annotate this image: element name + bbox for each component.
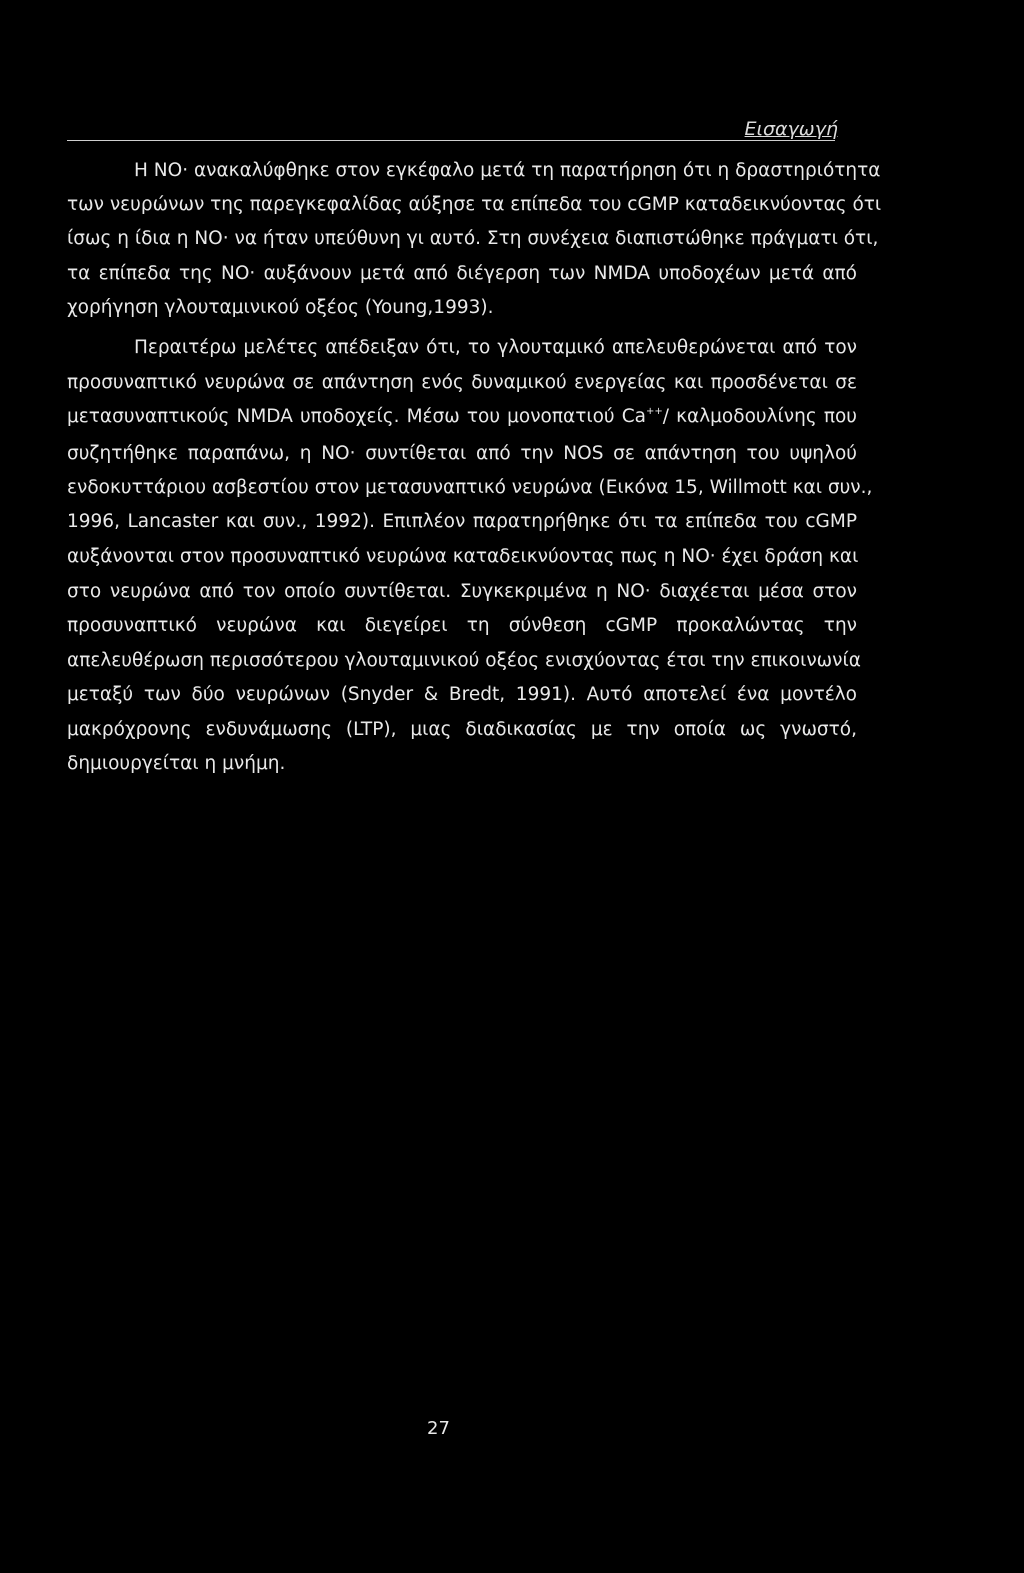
paragraph-2-line-2: προσυναπτικό νευρώνα σε απάντηση ενός δυναμικού ενεργείας και προσδένεται σε: [67, 372, 857, 393]
paragraph-1-line-2: των νευρώνων της παρεγκεφαλίδας αύξησε τα επίπεδα του cGMP καταδεικνύοντας ότι: [67, 194, 882, 215]
calcium-superscript: ++: [646, 406, 663, 417]
paragraph-2-line-3: [67, 403, 857, 431]
paragraph-2-line-8: στο νευρώνα από τον οποίο συντίθεται. Συγκεκριμένα η NO· διαχέεται μέσα στον: [67, 581, 857, 602]
paragraph-2-line-3-tail: / καλμοδουλίνης που: [662, 406, 857, 427]
paragraph-2-line-7: αυξάνονται στον προσυναπτικό νευρώνα καταδεικνύοντας πως η NO· έχει δράση και: [67, 546, 859, 567]
paragraph-2-line-9: προσυναπτικό νευρώνα και διεγείρει τη σύνθεση cGMP προκαλώντας την: [67, 615, 857, 636]
paragraph-2-line-11: μεταξύ των δύο νευρώνων (Snyder & Bredt, 1991). Αυτό αποτελεί ένα μοντέλο: [67, 684, 857, 705]
paragraph-2-line-4: συζητήθηκε παραπάνω, η NO· συντίθεται από την NOS σε απάντηση του υψηλού: [67, 443, 857, 464]
paragraph-1-line-5: χορήγηση γλουταμινικού οξέος (Young,1993).: [67, 297, 494, 318]
paragraph-2-line-12: μακρόχρονης ενδυνάμωσης (LTP), μιας διαδικασίας με την οποία ως γνωστό,: [67, 719, 857, 740]
paragraph-1-line-4: τα επίπεδα της NO· αυξάνουν μετά από διέγερση των NMDA υποδοχέων μετά από: [67, 263, 857, 284]
paragraph-2-line-6: 1996, Lancaster και συν., 1992). Επιπλέον παρατηρήθηκε ότι τα επίπεδα του cGMP: [67, 511, 857, 532]
header-rule: [67, 140, 835, 141]
page-number: 27: [427, 1418, 450, 1439]
paragraph-1-line-1: Η NO· ανακαλύφθηκε στον εγκέφαλο μετά τη παρατήρηση ότι η δραστηριότητα: [134, 160, 881, 181]
paragraph-2-line-13: δημιουργείται η μνήμη.: [67, 753, 286, 774]
chapter-header: Εισαγωγή: [744, 118, 838, 140]
paragraph-1-line-3: ίσως η ίδια η NO· να ήταν υπεύθυνη γι αυτό. Στη συνέχεια διαπιστώθηκε πράγματι ότι,: [67, 228, 879, 249]
paragraph-2-line-5: ενδοκυττάριου ασβεστίου στον μετασυναπτικό νευρώνα (Εικόνα 15, Willmott και συν.,: [67, 477, 873, 498]
paragraph-2-line-3-text: μετασυναπτικούς NMDA υποδοχείς. Μέσω του μονοπατιού Ca: [67, 406, 646, 427]
paragraph-2-line-10: απελευθέρωση περισσότερου γλουταμινικού οξέος ενισχύοντας έτσι την επικοινωνία: [67, 650, 861, 671]
paragraph-2-line-1: Περαιτέρω μελέτες απέδειξαν ότι, το γλουταμικό απελευθερώνεται από τον: [134, 337, 857, 358]
